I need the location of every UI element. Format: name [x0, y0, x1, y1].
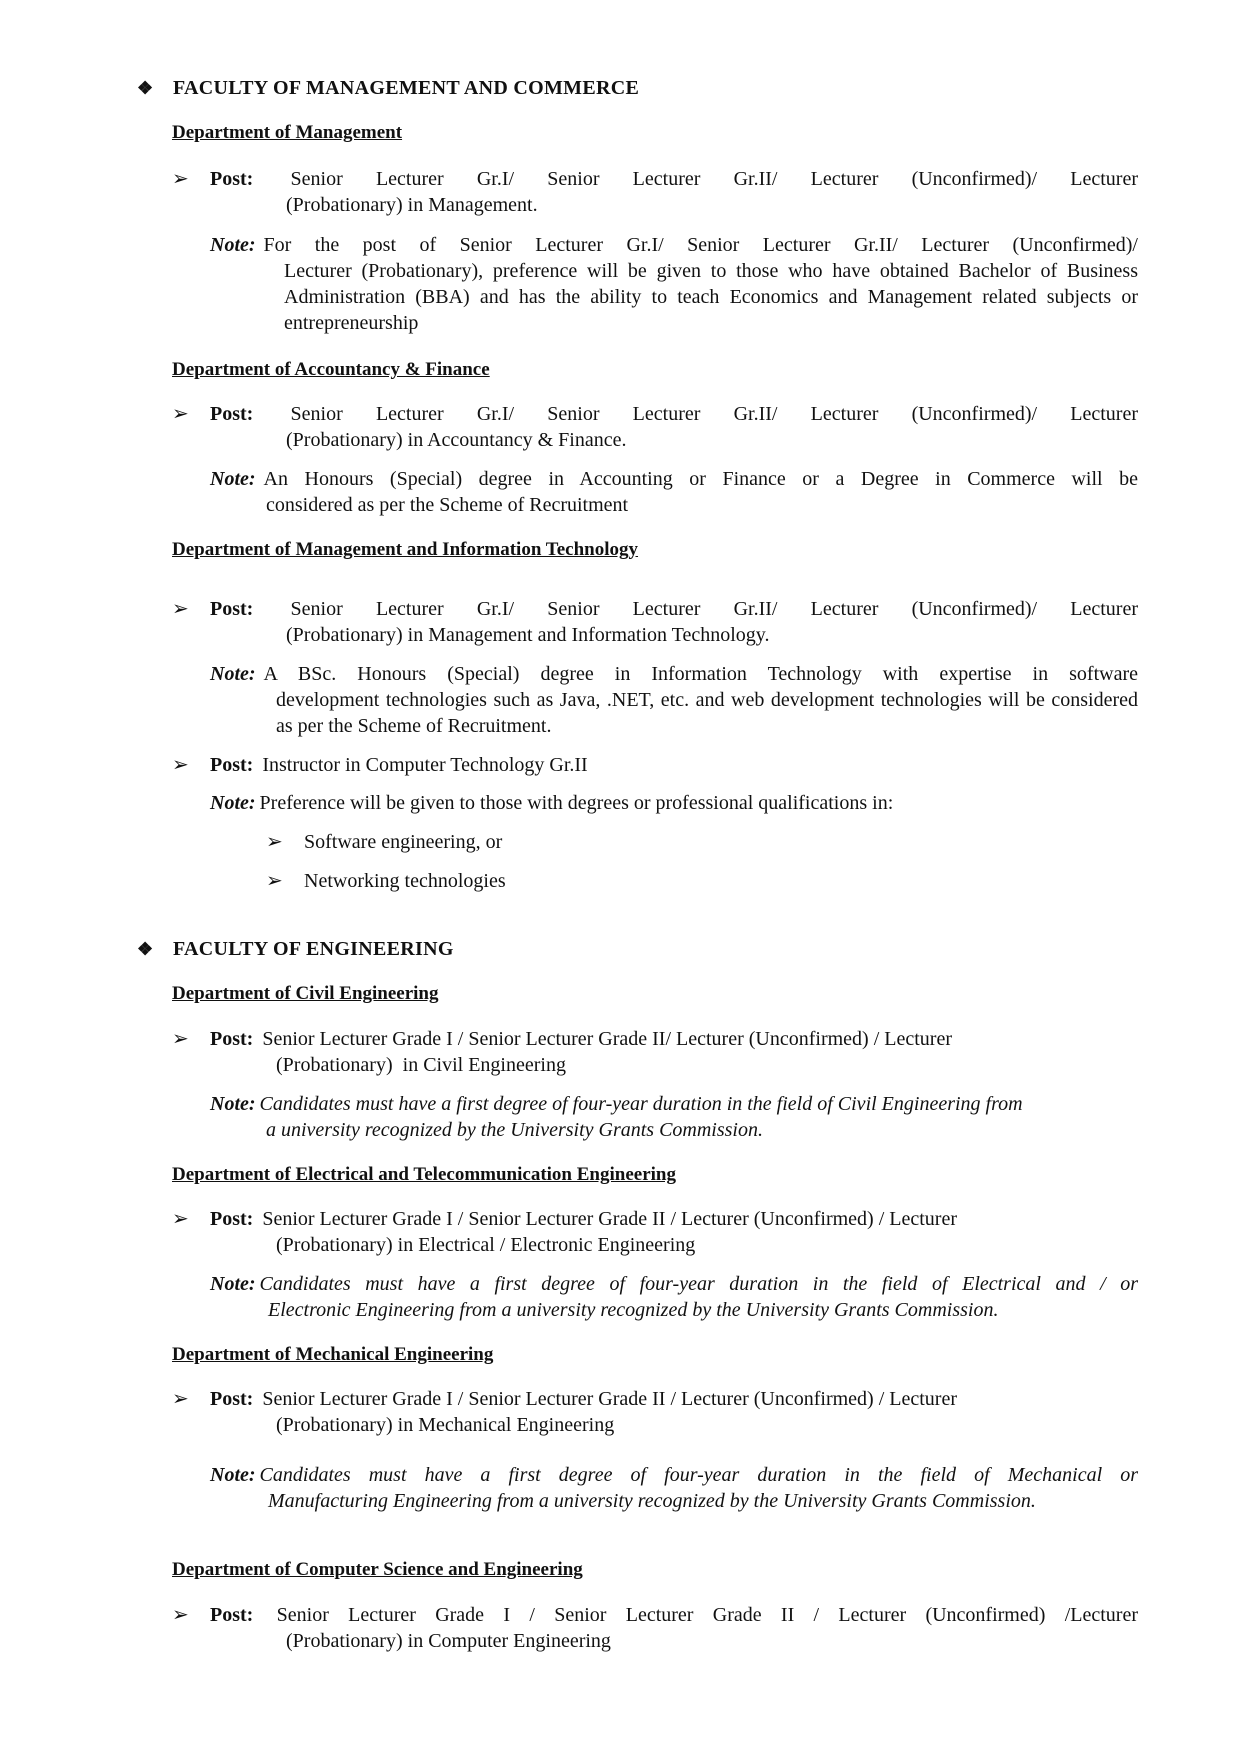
arrow-bullet-icon: ➢ [172, 403, 189, 425]
note: Note: For the post of Senior Lecturer Gr.I/ Senior Lecturer Gr.II/ Lecturer (Unconfirmed)/ Lecturer (Probationary), preference will be given to those who have obtained Bachelor of Business Administration (BBA) and has the ability to teach Economics and Management related subjects or entrepreneurship [210, 234, 1138, 334]
post-title: Senior Lecturer Grade I / Senior Lecturer Grade II / Lecturer (Unconfirmed) /Lecturer [276, 1604, 1138, 1626]
department-heading: Department of Management [172, 122, 403, 143]
department-heading: Department of Mechanical Engineering [172, 1344, 494, 1365]
post-title-continued: (Probationary) in Electrical / Electronic Engineering [276, 1234, 696, 1256]
department-heading: Department of Computer Science and Engineering [172, 1559, 583, 1580]
department-heading: Department of Management and Information Technology [172, 539, 639, 560]
post-label: Post: [210, 403, 254, 425]
note: Note: Candidates must have a first degree of four-year duration in the field of Mechanical or Manufacturing Engineering from a university recognized by the University Grants Commission. [210, 1464, 1138, 1512]
post-title-continued: (Probationary) in Accountancy & Finance. [286, 429, 627, 451]
post-title: Senior Lecturer Gr.I/ Senior Lecturer Gr.II/ Lecturer (Unconfirmed)/ Lecturer [290, 168, 1139, 190]
note-text: Lecturer (Probationary), preference will be given to those who have obtained Bachelor of Business Administration (BBA) and has the ability to teach Economics and Management related subjects or entrepreneurship [284, 260, 1138, 334]
note: Note: Candidates must have a first degree of four-year duration in the field of Civil Engineering from a university recognized by the University Grants Commission. [210, 1091, 1138, 1143]
note-label: Note: [210, 234, 256, 256]
post-label: Post: [210, 1388, 254, 1410]
post-label: Post: [210, 598, 254, 620]
post-label: Post: [210, 1208, 254, 1230]
note-label: Note: [210, 468, 256, 490]
post-label: Post: [210, 754, 254, 776]
department-heading: Department of Electrical and Telecommunication Engineering [172, 1164, 676, 1185]
arrow-bullet-icon: ➢ [172, 598, 189, 620]
department-heading: Department of Civil Engineering [172, 983, 439, 1004]
note-label: Note: [210, 1273, 256, 1295]
arrow-bullet-icon: ➢ [266, 870, 283, 892]
diamond-bullet-icon: ❖ [137, 939, 154, 959]
note-label: Note: [210, 663, 256, 685]
arrow-bullet-icon: ➢ [172, 754, 189, 776]
post-label: Post: [210, 1028, 254, 1050]
list-item: ➢ Software engineering, or [266, 831, 503, 853]
note: Note: Candidates must have a first degree of four-year duration in the field of Electrical and / or Electronic Engineering from a university recognized by the University Grants Commission. [210, 1273, 1138, 1321]
list-item: ➢ Networking technologies [266, 870, 506, 892]
note-label: Note: [210, 1464, 256, 1486]
post-label: Post: [210, 1604, 254, 1626]
note-text: development technologies such as Java, .NET, etc. and web development technologies will be considered as per the Scheme of Recruitment. [276, 689, 1138, 737]
arrow-bullet-icon: ➢ [172, 1028, 189, 1050]
department-heading: Department of Accountancy & Finance [172, 359, 490, 380]
diamond-bullet-icon: ❖ [137, 78, 154, 98]
post-title: Senior Lecturer Gr.I/ Senior Lecturer Gr.II/ Lecturer (Unconfirmed)/ Lecturer [290, 403, 1139, 425]
post-label: Post: [210, 168, 254, 190]
note-text: Manufacturing Engineering from a university recognized by the University Grants Commission. [268, 1490, 1036, 1512]
post-title: Senior Lecturer Grade I / Senior Lecturer Grade II / Lecturer (Unconfirmed) / Lecturer [262, 1208, 957, 1230]
post-title-continued: (Probationary) in Management and Information Technology. [286, 624, 770, 646]
post-title-continued: (Probationary) in Civil Engineering [276, 1054, 566, 1076]
arrow-bullet-icon: ➢ [172, 1604, 189, 1626]
post-title: Senior Lecturer Grade I / Senior Lecturer Grade II / Lecturer (Unconfirmed) / Lecturer [262, 1388, 957, 1410]
note-label: Note: [210, 1093, 256, 1115]
note-text: considered as per the Scheme of Recruitment [266, 494, 629, 516]
note-label: Note: [210, 792, 256, 814]
arrow-bullet-icon: ➢ [172, 1208, 189, 1230]
note-text: a university recognized by the University Grants Commission. [266, 1119, 763, 1141]
post-title-continued: (Probationary) in Mechanical Engineering [276, 1414, 615, 1436]
note-text: Electronic Engineering from a university recognized by the University Grants Commission. [268, 1299, 999, 1321]
note: Note: A BSc. Honours (Special) degree in Information Technology with expertise in software development technologies such as Java, .NET, etc. and web development technologies will be considered as per the Scheme of Recruitment. [210, 663, 1138, 737]
post-title: Instructor in Computer Technology Gr.II [262, 754, 588, 776]
note-text: Preference will be given to those with degrees or professional qualifications in: [259, 792, 894, 814]
note: Note: An Honours (Special) degree in Accounting or Finance or a Degree in Commerce will be considered as per the Scheme of Recruitment [210, 468, 1138, 516]
faculty-heading: ❖ FACULTY OF ENGINEERING [137, 938, 454, 960]
arrow-bullet-icon: ➢ [266, 831, 283, 853]
note [210, 790, 1138, 816]
post-title: Senior Lecturer Grade I / Senior Lecturer Grade II/ Lecturer (Unconfirmed) / Lecturer [262, 1028, 952, 1050]
post-title-continued: (Probationary) in Management. [286, 194, 538, 216]
faculty-heading: ❖ FACULTY OF MANAGEMENT AND COMMERCE [137, 77, 640, 99]
arrow-bullet-icon: ➢ [172, 168, 189, 190]
arrow-bullet-icon: ➢ [172, 1388, 189, 1410]
post-title-continued: (Probationary) in Computer Engineering [286, 1630, 611, 1652]
post-title: Senior Lecturer Gr.I/ Senior Lecturer Gr.II/ Lecturer (Unconfirmed)/ Lecturer [290, 598, 1139, 620]
